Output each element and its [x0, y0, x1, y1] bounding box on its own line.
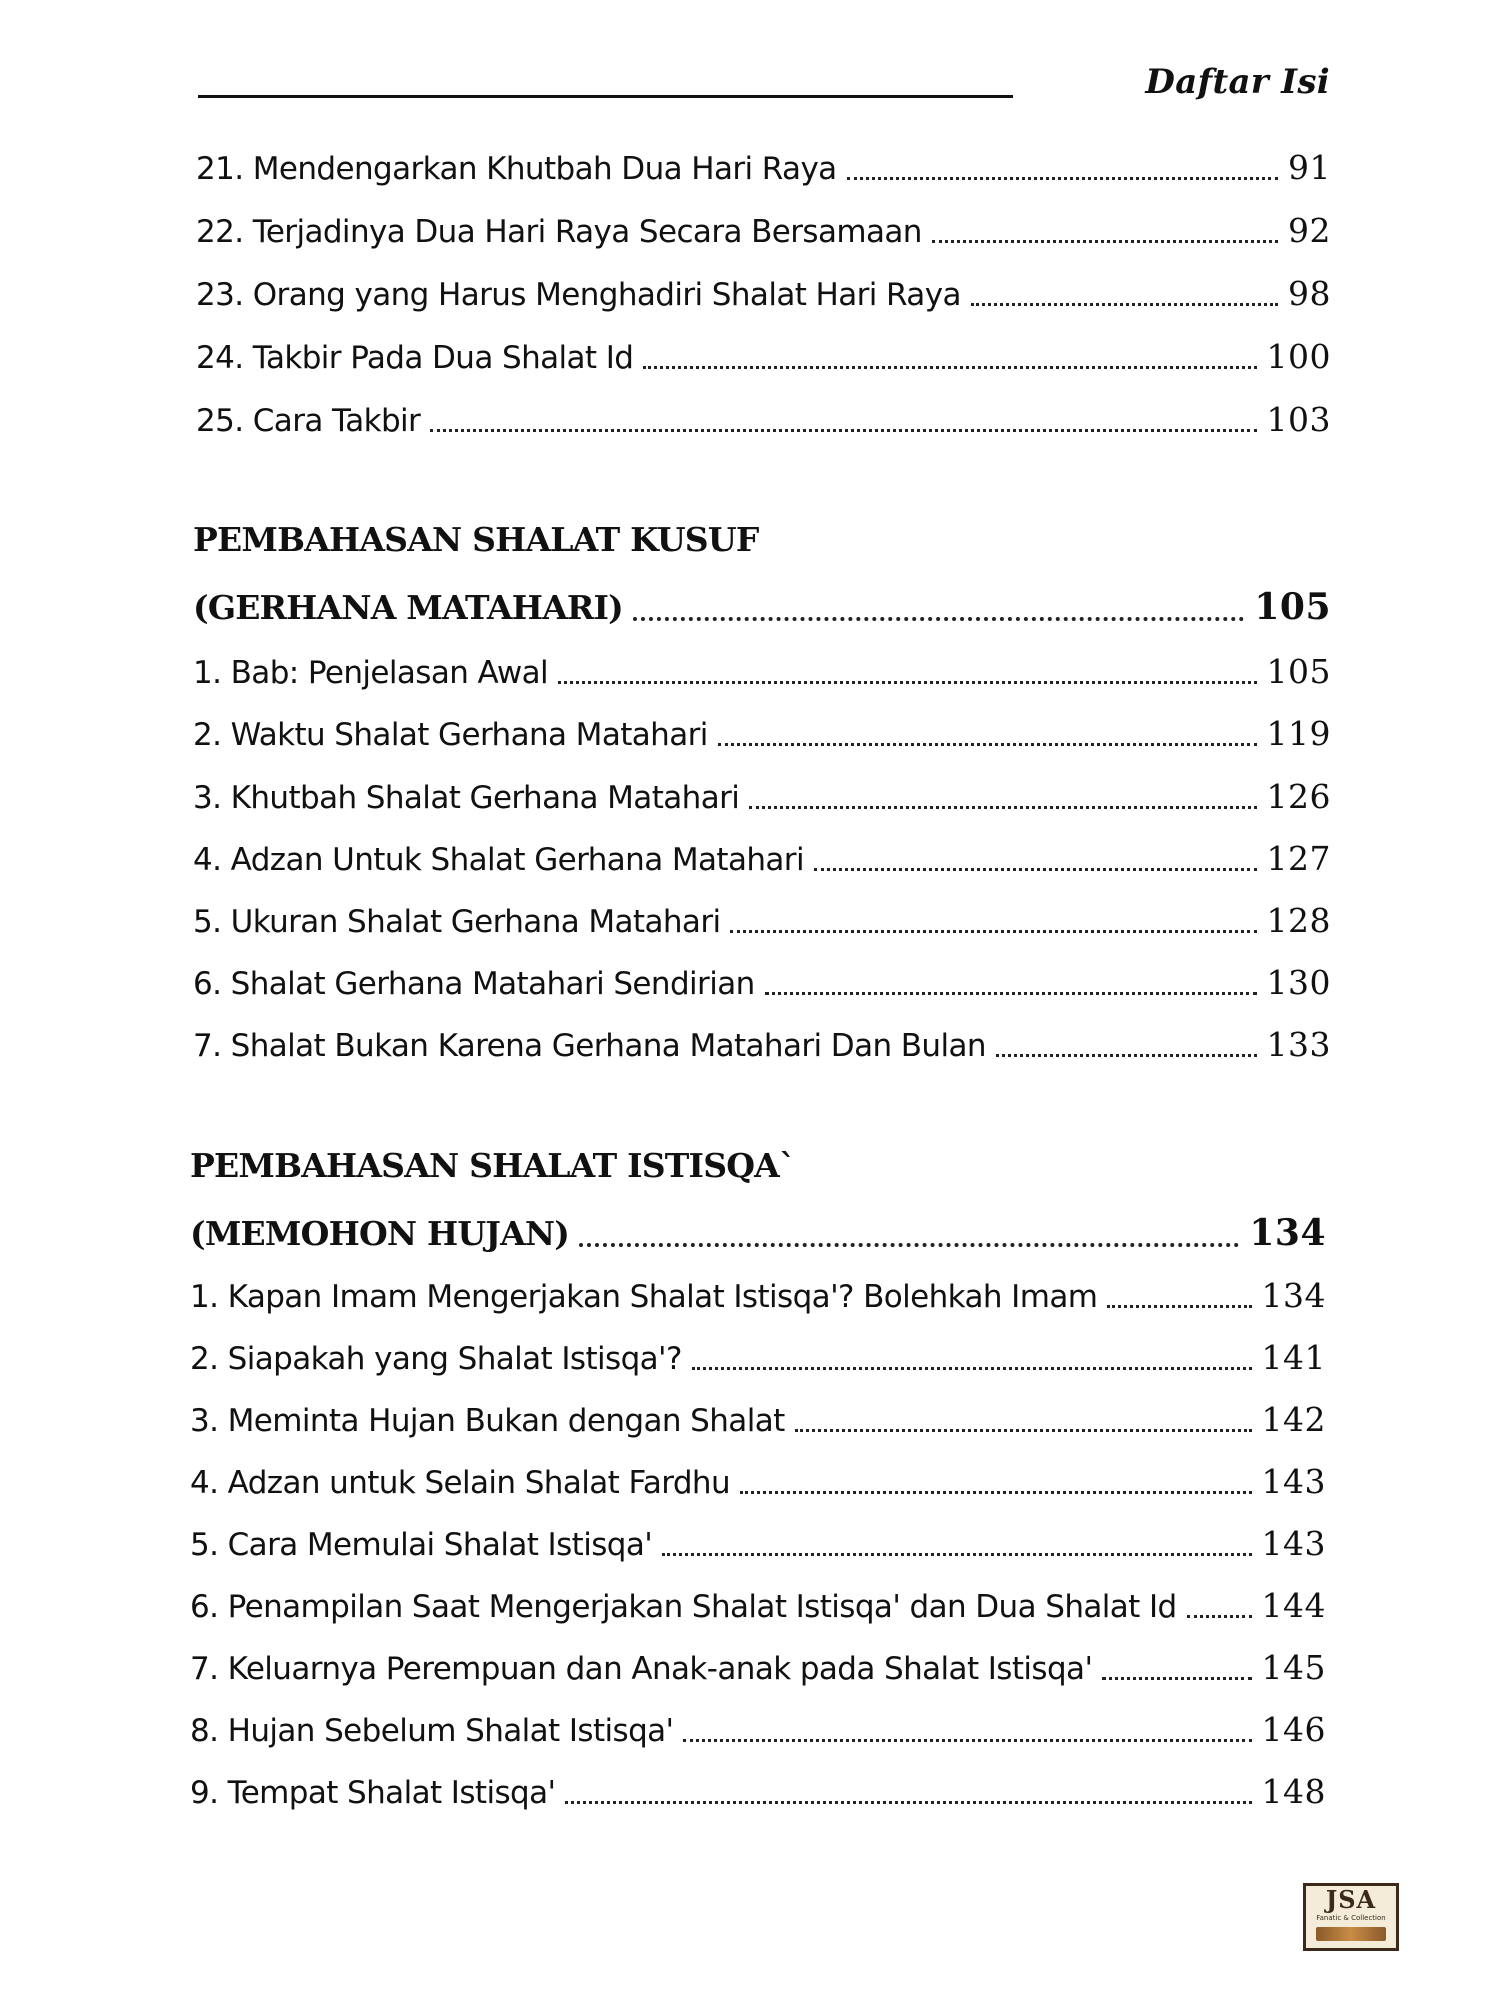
toc-entry-page: 98: [1288, 274, 1331, 313]
toc-entry-page: 148: [1261, 1772, 1326, 1811]
toc-entry-page: 119: [1266, 714, 1331, 753]
toc-entry: [193, 839, 1331, 878]
dot-leader: [749, 806, 1256, 809]
header-rule: [198, 95, 1013, 98]
dot-leader: [692, 1367, 1252, 1370]
toc-entry: [190, 1338, 1326, 1377]
toc-entry-title: 25. Cara Takbir: [196, 403, 421, 439]
toc-entry-page: 145: [1261, 1648, 1326, 1687]
toc-entry-page: 134: [1261, 1276, 1326, 1315]
dot-leader: [1187, 1615, 1252, 1618]
running-title: Daftar Isi: [1145, 62, 1330, 102]
toc-entry-title: 7. Shalat Bukan Karena Gerhana Matahari Dan Bulan: [193, 1028, 986, 1064]
toc-entry-page: 128: [1266, 901, 1331, 940]
toc-entry-page: 100: [1266, 337, 1331, 376]
toc-entry: [196, 400, 1331, 439]
section-heading-page: 105: [1254, 586, 1331, 628]
toc-entry-page: 143: [1261, 1462, 1326, 1501]
toc-entry: [190, 1772, 1326, 1811]
toc-entry: [190, 1462, 1326, 1501]
dot-leader: [558, 681, 1256, 684]
toc-entry-title: 1. Bab: Penjelasan Awal: [193, 655, 549, 691]
toc-entry: [190, 1276, 1326, 1315]
toc-entry-page: 91: [1288, 148, 1331, 187]
toc-entry-title: 3. Khutbah Shalat Gerhana Matahari: [193, 780, 740, 816]
logo-sub-text: Fanatic & Collection: [1316, 1914, 1386, 1922]
dot-leader: [932, 240, 1278, 243]
toc-entry-title: 21. Mendengarkan Khutbah Dua Hari Raya: [196, 151, 837, 187]
dot-leader: [565, 1801, 1251, 1804]
toc-entry-page: 105: [1266, 652, 1331, 691]
toc-entry: [190, 1710, 1326, 1749]
toc-entry-page: 141: [1261, 1338, 1326, 1377]
section-heading-row: [190, 1212, 1326, 1254]
toc-entry-page: 144: [1261, 1586, 1326, 1625]
dot-leader: [814, 868, 1257, 871]
toc-entry-title: 2. Siapakah yang Shalat Istisqa'?: [190, 1341, 682, 1377]
toc-entry-title: 3. Meminta Hujan Bukan dengan Shalat: [190, 1403, 785, 1439]
toc-entry-page: 142: [1261, 1400, 1326, 1439]
section-heading: PEMBAHASAN SHALAT KUSUF: [193, 520, 759, 559]
toc-entry-title: 8. Hujan Sebelum Shalat Istisqa': [190, 1713, 674, 1749]
toc-entry-page: 126: [1266, 777, 1331, 816]
dot-leader: [740, 1491, 1251, 1494]
toc-entry-page: 133: [1266, 1025, 1331, 1064]
section-heading-title: (GERHANA MATAHARI): [193, 588, 623, 627]
toc-entry: [193, 714, 1331, 753]
toc-entry-title: 7. Keluarnya Perempuan dan Anak-anak pada Shalat Istisqa': [190, 1651, 1093, 1687]
section-heading-page: 134: [1249, 1212, 1326, 1254]
toc-entry: [190, 1648, 1326, 1687]
toc-entry-title: 4. Adzan Untuk Shalat Gerhana Matahari: [193, 842, 804, 878]
toc-entry: [190, 1400, 1326, 1439]
dot-leader: [795, 1429, 1252, 1432]
dot-leader: [730, 930, 1256, 933]
dot-leader: [1102, 1677, 1251, 1680]
toc-entry: [193, 901, 1331, 940]
dot-leader: [430, 429, 1256, 432]
toc-entry-title: 5. Cara Memulai Shalat Istisqa': [190, 1527, 653, 1563]
dot-leader: [971, 303, 1278, 306]
toc-entry-page: 92: [1288, 211, 1331, 250]
toc-entry-page: 130: [1266, 963, 1331, 1002]
dot-leader: [765, 992, 1257, 995]
dot-leader: [1107, 1305, 1251, 1308]
dot-leader: [633, 617, 1244, 621]
toc-entry-title: 9. Tempat Shalat Istisqa': [190, 1775, 556, 1811]
toc-entry-title: 1. Kapan Imam Mengerjakan Shalat Istisqa'? Bolehkah Imam: [190, 1279, 1098, 1315]
toc-entry-title: 2. Waktu Shalat Gerhana Matahari: [193, 717, 708, 753]
toc-entry-title: 4. Adzan untuk Selain Shalat Fardhu: [190, 1465, 731, 1501]
section-heading-title: (MEMOHON HUJAN): [190, 1214, 570, 1253]
toc-entry-title: 6. Penampilan Saat Mengerjakan Shalat Istisqa' dan Dua Shalat Id: [190, 1589, 1177, 1625]
toc-entry-page: 143: [1261, 1524, 1326, 1563]
toc-entry: [193, 963, 1331, 1002]
logo-main-text: JSA: [1325, 1885, 1377, 1914]
toc-entry-page: 127: [1266, 839, 1331, 878]
section-heading: PEMBAHASAN SHALAT ISTISQA`: [190, 1146, 795, 1185]
logo-graphic: [1316, 1927, 1386, 1941]
toc-entry: [193, 1025, 1331, 1064]
publisher-logo: [1303, 1883, 1399, 1951]
dot-leader: [683, 1739, 1251, 1742]
dot-leader: [662, 1553, 1251, 1556]
toc-entry-title: 5. Ukuran Shalat Gerhana Matahari: [193, 904, 721, 940]
dot-leader: [579, 1243, 1239, 1247]
dot-leader: [643, 366, 1256, 369]
toc-entry: [190, 1524, 1326, 1563]
toc-entry: [190, 1586, 1326, 1625]
toc-entry-title: 22. Terjadinya Dua Hari Raya Secara Bersamaan: [196, 214, 922, 250]
toc-entry: [193, 652, 1331, 691]
dot-leader: [996, 1054, 1257, 1057]
toc-entry-title: 23. Orang yang Harus Menghadiri Shalat Hari Raya: [196, 277, 961, 313]
toc-entry: [196, 148, 1331, 187]
toc-entry-title: 24. Takbir Pada Dua Shalat Id: [196, 340, 634, 376]
toc-entry-page: 103: [1266, 400, 1331, 439]
toc-entry-page: 146: [1261, 1710, 1326, 1749]
dot-leader: [847, 177, 1278, 180]
section-heading-row: [193, 586, 1331, 628]
toc-entry: [196, 211, 1331, 250]
toc-entry: [196, 274, 1331, 313]
dot-leader: [718, 743, 1257, 746]
toc-entry-title: 6. Shalat Gerhana Matahari Sendirian: [193, 966, 755, 1002]
toc-entry: [193, 777, 1331, 816]
toc-entry: [196, 337, 1331, 376]
